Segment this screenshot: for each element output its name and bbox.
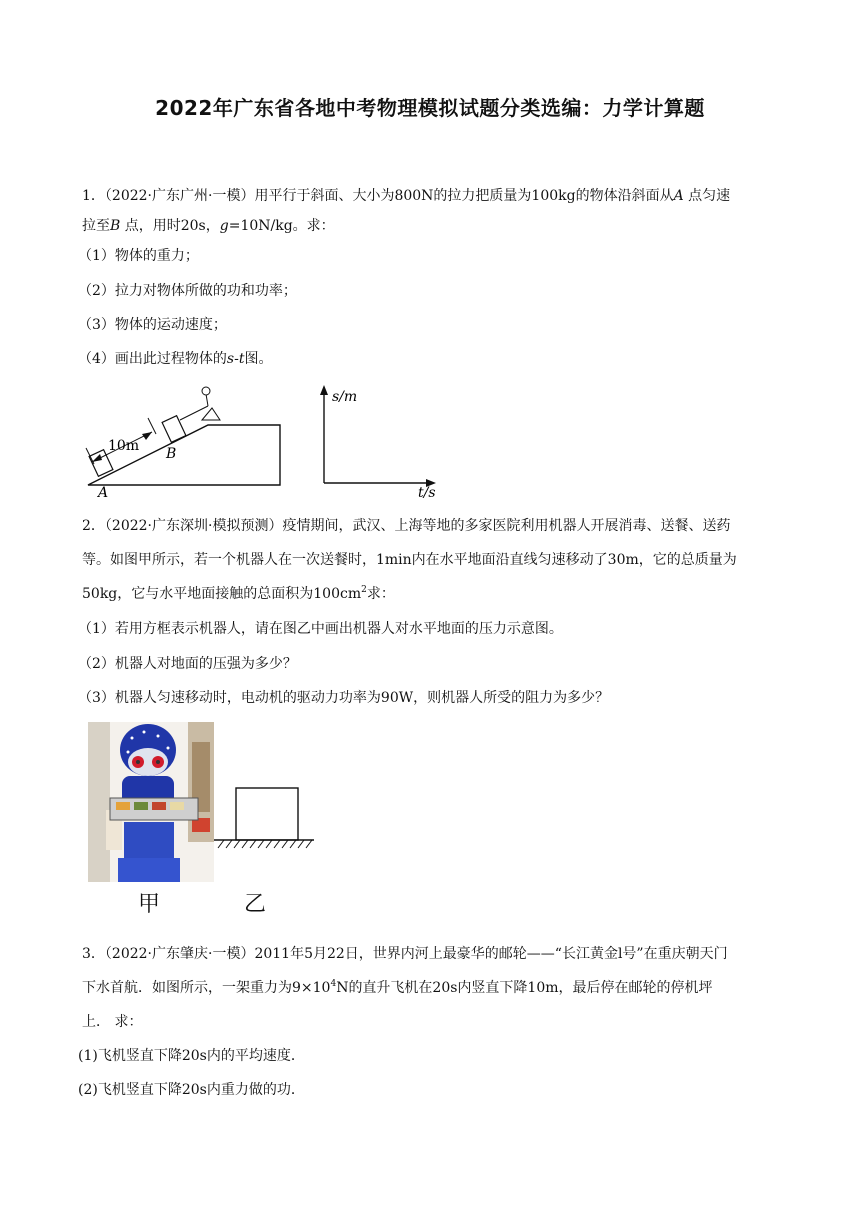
q3-text-1: 2011年5月22日，世界内河上最豪华的邮轮——“长江黄金l号”在重庆朝天门: [254, 946, 728, 962]
q1-text-1a: 用平行于斜面、大小为800N的拉力把质量为100kg的物体沿斜面从: [254, 188, 674, 204]
q1-item-2: （2）拉力对物体所做的功和功率；: [78, 283, 297, 299]
q2-text-1: 疫情期间，武汉、上海等地的多家医院利用机器人开展消毒、送餐、送药: [282, 518, 731, 534]
q2-line-2: 等。如图甲所示，若一个机器人在一次送餐时，1min内在水平地面沿直线匀速移动了30m，它的总质量为: [82, 552, 737, 568]
q1-s-symbol: s: [226, 351, 235, 367]
q1-g-symbol: g: [219, 218, 229, 234]
s-t-graph: [310, 383, 450, 501]
q1-text-2c: =10N/kg。求：: [228, 218, 335, 234]
y-axis-label: s/m: [332, 389, 358, 405]
q3-text-2a: 下水首航．如图所示，一架重力为9×10: [82, 980, 331, 996]
pulley-stand: [206, 394, 208, 406]
pulley-base: [202, 408, 220, 420]
q3-line-1: [82, 944, 728, 964]
figure-label-jia: 甲: [138, 892, 161, 917]
q1-item-1: （1）物体的重力；: [78, 248, 199, 264]
q3-superscript: 4: [330, 979, 337, 989]
arrow-head-right: [142, 432, 152, 440]
ground-hatch: [218, 840, 312, 848]
point-b-label: B: [166, 446, 177, 462]
q2-text-3b: 求：: [366, 586, 395, 602]
page-title: 2022年广东省各地中考物理模拟试题分类选编：力学计算题: [155, 96, 705, 120]
q1-line-2: [82, 216, 335, 236]
q1-line-1: [82, 186, 730, 206]
q1-item-4-text: （4）画出此过程物体的: [78, 351, 227, 367]
tick-b: [148, 418, 156, 434]
q3-line-2: [82, 978, 713, 998]
q2-line-1: [82, 516, 730, 536]
q1-text-1b: 点匀速: [683, 188, 731, 204]
pulley-wheel: [202, 387, 210, 395]
incline-figure: [78, 380, 308, 500]
robot-box: [236, 788, 298, 840]
q1-text-2a: 拉至: [82, 218, 110, 234]
q3-text-2b: N的直升飞机在20s内竖直下降10m，最后停在邮轮的停机坪: [336, 980, 713, 996]
q3-source: （2022·广东肇庆·一模）: [104, 946, 255, 962]
q3-number: 3．: [82, 946, 105, 962]
q2-item-1: （1）若用方框表示机器人，请在图乙中画出机器人对水平地面的压力示意图。: [78, 621, 563, 637]
q1-t-symbol: t: [238, 351, 245, 367]
q1-point-b-text: B: [110, 218, 121, 234]
q2-item-3: （3）机器人匀速移动时，电动机的驱动力功率为90W，则机器人所受的阻力为多少？: [78, 690, 610, 706]
q1-item-4-tail: 图。: [244, 351, 273, 367]
q1-number: 1．: [82, 188, 105, 204]
q3-item-1: (1)飞机竖直下降20s内的平均速度．: [78, 1048, 305, 1064]
q2-text-3a: 50kg，它与水平地面接触的总面积为100cm: [82, 586, 362, 602]
box-on-ground-figure: [214, 782, 316, 858]
q1-text-2b: 点，用时20s，: [120, 218, 220, 234]
q1-point-a-text: A: [673, 188, 684, 204]
q1-item-3: （3）物体的运动速度；: [78, 317, 227, 333]
q2-superscript: 2: [361, 585, 367, 595]
q3-item-2: (2)飞机竖直下降20s内重力做的功．: [78, 1082, 305, 1098]
q1-source: （2022·广东广州·一模）: [104, 188, 255, 204]
q2-line-3: [82, 584, 395, 604]
point-a-label: A: [98, 485, 109, 500]
x-axis-label: t/s: [418, 485, 436, 501]
q2-item-2: （2）机器人对地面的压强为多少？: [78, 656, 297, 672]
robot-photo: [88, 722, 214, 882]
y-axis-arrow: [320, 385, 328, 395]
q3-line-3: 上． 求：: [82, 1014, 143, 1030]
figure-label-yi: 乙: [244, 892, 267, 917]
q2-number: 2．: [82, 518, 105, 534]
q2-source: （2022·广东深圳·模拟预测）: [104, 518, 283, 534]
q1-dash: -: [234, 351, 239, 367]
distance-label: 10m: [108, 438, 140, 454]
q1-item-4: [78, 349, 272, 369]
